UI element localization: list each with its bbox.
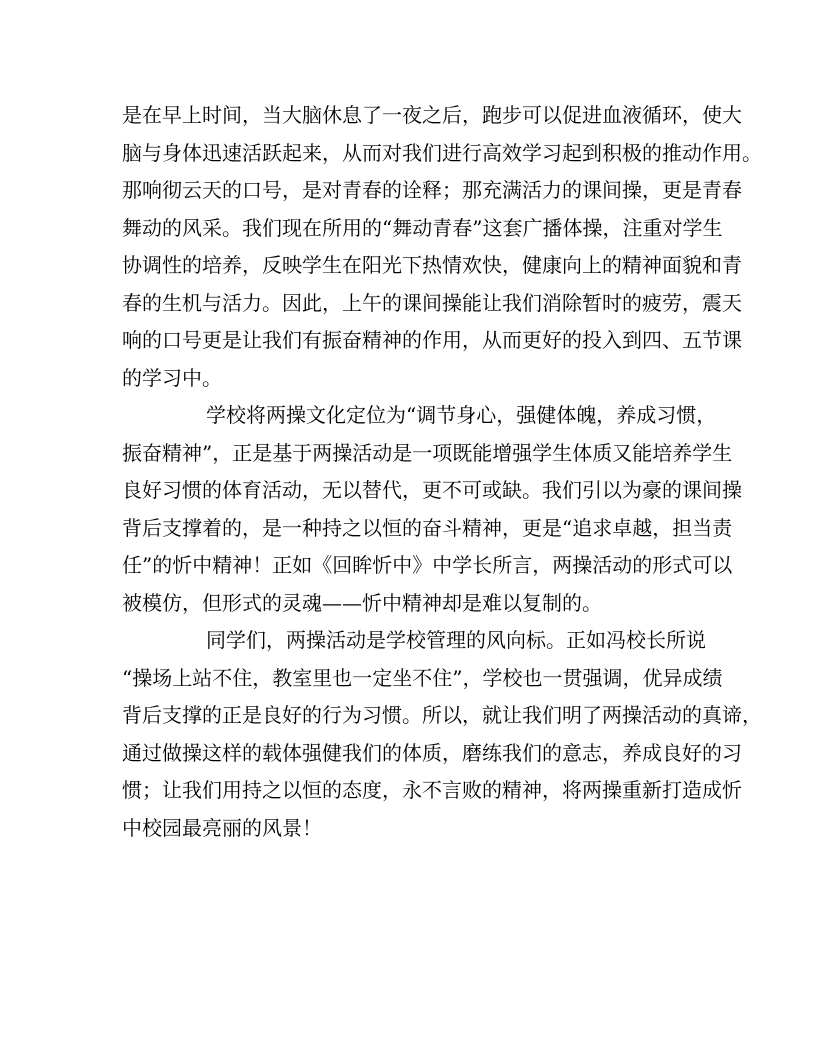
text-line: 背后支撑着的，是一种持之以恒的奋斗精神，更是“追求卓越，担当责 — [122, 515, 733, 540]
text-line: 惯；让我们用持之以恒的态度，永不言败的精神，将两操重新打造成忻 — [122, 778, 742, 802]
text-line: 被模仿，但形式的灵魂——忻中精神却是难以复制的。 — [122, 590, 602, 615]
text-line: 脑与身体迅速活跃起来，从而对我们进行高效学习起到积极的推动作用。 — [122, 140, 762, 165]
text-line: 的学习中。 — [122, 365, 222, 390]
text-line: 背后支撑的正是良好的行为习惯。所以，就让我们明了两操活动的真谛， — [122, 703, 762, 727]
text-line: 良好习惯的体育活动，无以替代，更不可或缺。我们引以为豪的课间操 — [122, 478, 742, 502]
text-line: 响的口号更是让我们有振奋精神的作用，从而更好的投入到四、五节课 — [122, 328, 742, 352]
text-line: 振奋精神”，正是基于两操活动是一项既能增强学生体质又能培养学生 — [122, 440, 733, 465]
text-line: 那响彻云天的口号，是对青春的诠释；那充满活力的课间操，更是青春 — [122, 178, 742, 202]
text-line: “操场上站不住，教室里也一定坐不住”，学校也一贯强调，优异成绩 — [122, 665, 723, 690]
text-line: 任”的忻中精神！正如《回眸忻中》中学长所言，两操活动的形式可以 — [122, 553, 733, 577]
text-line: 通过做操这样的载体强健我们的体质，磨练我们的意志，养成良好的习 — [122, 740, 742, 765]
text-line: 春的生机与活力。因此，上午的课间操能让我们消除暂时的疲劳，震天 — [122, 290, 742, 315]
text-line: 是在早上时间，当大脑休息了一夜之后，跑步可以促进血液循环，使大 — [122, 103, 742, 127]
body-text — [122, 97, 762, 847]
text-line: 中校园最亮丽的风景！ — [122, 815, 322, 840]
text-line: 舞动的风采。我们现在所用的“舞动青春”这套广播体操，注重对学生 — [122, 215, 723, 240]
text-line: 协调性的培养，反映学生在阳光下热情欢快，健康向上的精神面貌和青 — [122, 253, 742, 277]
text-line: 学校将两操文化定位为“调节身心，强健体魄，养成习惯， — [206, 403, 717, 427]
text-line: 同学们，两操活动是学校管理的风向标。正如冯校长所说 — [206, 628, 706, 652]
